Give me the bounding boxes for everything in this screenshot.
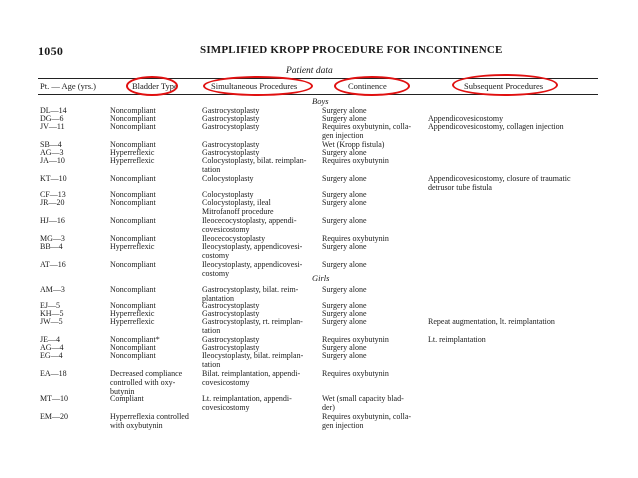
cell-simultaneous: Gastrocystoplasty, bilat. reim- plantation (202, 285, 299, 303)
cell-bladder: Noncompliant* (110, 335, 160, 344)
cell-continence: Surgery alone (322, 301, 367, 310)
cell-simultaneous: Gastrocystoplasty (202, 301, 260, 310)
column-header-subsequent: Subsequent Procedures (464, 81, 544, 91)
cell-patient: CF—13 (40, 190, 66, 199)
cell-continence: Surgery alone (322, 190, 367, 199)
cell-subsequent: Repeat augmentation, lt. reimplantation (428, 317, 555, 326)
cell-subsequent: Appendicovesicostomy (428, 114, 504, 123)
section-label-boys: Boys (312, 96, 329, 106)
cell-patient: AM—3 (40, 285, 65, 294)
cell-subsequent: Appendicovesicostomy, collagen injection (428, 122, 564, 131)
cell-patient: SB—4 (40, 140, 62, 149)
cell-continence: Surgery alone (322, 216, 367, 225)
cell-simultaneous: Gastrocystoplasty (202, 114, 260, 123)
cell-simultaneous: Lt. reimplantation, appendi- covesicostomy (202, 394, 292, 412)
cell-patient: KT—10 (40, 174, 67, 183)
cell-patient: JE—4 (40, 335, 60, 344)
cell-continence: Surgery alone (322, 317, 367, 326)
cell-bladder: Noncompliant (110, 343, 156, 352)
cell-simultaneous: Colocystoplasty (202, 174, 254, 183)
cell-continence: Surgery alone (322, 351, 367, 360)
cell-bladder: Noncompliant (110, 140, 156, 149)
cell-simultaneous: Gastrocystoplasty, rt. reimplan- tation (202, 317, 303, 335)
page-title: SIMPLIFIED KROPP PROCEDURE FOR INCONTINENCE (200, 44, 503, 56)
cell-patient: BB—4 (40, 242, 63, 251)
cell-continence: Surgery alone (322, 174, 367, 183)
cell-simultaneous: Colocystoplasty, ileal Mitrofanoff procedure (202, 198, 274, 216)
cell-patient: JV—11 (40, 122, 65, 131)
cell-continence: Requires oxybutynin (322, 369, 389, 378)
cell-simultaneous: Colocystoplasty, bilat. reimplan- tation (202, 156, 307, 174)
cell-continence: Surgery alone (322, 309, 367, 318)
cell-continence: Wet (Kropp fistula) (322, 140, 385, 149)
cell-bladder: Hyperreflexic (110, 242, 155, 251)
cell-continence: Surgery alone (322, 114, 367, 123)
cell-simultaneous: Ileocystoplasty, bilat. reimplan- tation (202, 351, 304, 369)
cell-bladder: Noncompliant (110, 234, 156, 243)
cell-patient: JR—20 (40, 198, 65, 207)
column-header-simultaneous: Simultaneous Procedures (211, 81, 298, 91)
cell-patient: JW—5 (40, 317, 63, 326)
cell-continence: Surgery alone (322, 242, 367, 251)
cell-patient: MG—3 (40, 234, 65, 243)
cell-bladder: Hyperreflexic (110, 317, 155, 326)
table-caption: Patient data (286, 66, 333, 76)
cell-continence: Surgery alone (322, 343, 367, 352)
cell-patient: HJ—16 (40, 216, 65, 225)
cell-bladder: Noncompliant (110, 122, 156, 131)
cell-subsequent: Appendicovesicostomy, closure of traumatic detrusor tube fistula (428, 174, 571, 192)
cell-continence: Surgery alone (322, 148, 367, 157)
cell-patient: AG—3 (40, 148, 64, 157)
cell-bladder: Hyperreflexia controlled with oxybutynin (110, 412, 189, 430)
cell-continence: Requires oxybutynin (322, 234, 389, 243)
cell-simultaneous: Gastrocystoplasty (202, 309, 260, 318)
cell-bladder: Noncompliant (110, 216, 156, 225)
cell-patient: EJ—5 (40, 301, 60, 310)
cell-bladder: Noncompliant (110, 260, 156, 269)
cell-bladder: Noncompliant (110, 174, 156, 183)
cell-patient: JA—10 (40, 156, 65, 165)
cell-bladder: Noncompliant (110, 190, 156, 199)
highlight-oval-bladder (126, 76, 178, 96)
cell-continence: Surgery alone (322, 106, 367, 115)
cell-patient: MT—10 (40, 394, 68, 403)
cell-subsequent: Lt. reimplantation (428, 335, 486, 344)
cell-continence: Requires oxybutynin (322, 156, 389, 165)
cell-bladder: Decreased compliance controlled with oxy- butynin (110, 369, 183, 396)
highlight-oval-simultaneous (203, 76, 313, 96)
cell-simultaneous: Ileocystoplasty, appendicovesi- costomy (202, 260, 303, 278)
cell-simultaneous: Colocystoplasty (202, 190, 254, 199)
cell-bladder: Noncompliant (110, 301, 156, 310)
highlight-oval-continence (334, 76, 410, 96)
cell-patient: AT—16 (40, 260, 66, 269)
cell-simultaneous: Ileocecocystoplasty (202, 234, 266, 243)
cell-simultaneous: Ileocystoplasty, appendicovesi- costomy (202, 242, 303, 260)
column-header-continence: Continence (348, 81, 387, 91)
cell-bladder: Compliant (110, 394, 144, 403)
cell-bladder: Noncompliant (110, 114, 156, 123)
cell-simultaneous: Gastrocystoplasty (202, 335, 260, 344)
cell-patient: DL—14 (40, 106, 67, 115)
cell-bladder: Hyperreflexic (110, 309, 155, 318)
cell-bladder: Noncompliant (110, 106, 156, 115)
cell-bladder: Hyperreflexic (110, 156, 155, 165)
cell-simultaneous: Gastrocystoplasty (202, 106, 260, 115)
column-header-patient: Pt. — Age (yrs.) (40, 81, 96, 91)
section-label-girls: Girls (312, 273, 330, 283)
cell-simultaneous: Gastrocystoplasty (202, 140, 260, 149)
cell-patient: EG—4 (40, 351, 63, 360)
cell-patient: DG—6 (40, 114, 64, 123)
cell-continence: Requires oxybutynin, colla- gen injection (322, 412, 412, 430)
cell-simultaneous: Gastrocystoplasty (202, 343, 260, 352)
page-number: 1050 (38, 44, 64, 58)
cell-simultaneous: Gastrocystoplasty (202, 148, 260, 157)
cell-patient: KH—5 (40, 309, 64, 318)
column-header-bladder: Bladder Type (132, 81, 178, 91)
cell-continence: Surgery alone (322, 260, 367, 269)
cell-continence: Surgery alone (322, 198, 367, 207)
cell-simultaneous: Bilat. reimplantation, appendi- covesicostomy (202, 369, 301, 387)
cell-patient: EA—18 (40, 369, 67, 378)
cell-continence: Requires oxybutynin, colla- gen injection (322, 122, 412, 140)
cell-bladder: Noncompliant (110, 351, 156, 360)
highlight-oval-subsequent (452, 74, 558, 96)
cell-continence: Requires oxybutynin (322, 335, 389, 344)
cell-continence: Wet (small capacity blad- der) (322, 394, 404, 412)
cell-simultaneous: Gastrocystoplasty (202, 122, 260, 131)
cell-patient: AG—4 (40, 343, 64, 352)
cell-continence: Surgery alone (322, 285, 367, 294)
cell-bladder: Noncompliant (110, 285, 156, 294)
cell-patient: EM—20 (40, 412, 68, 421)
cell-bladder: Noncompliant (110, 198, 156, 207)
cell-bladder: Hyperreflexic (110, 148, 155, 157)
cell-simultaneous: Ileocecocystoplasty, appendi- covesicostomy (202, 216, 297, 234)
